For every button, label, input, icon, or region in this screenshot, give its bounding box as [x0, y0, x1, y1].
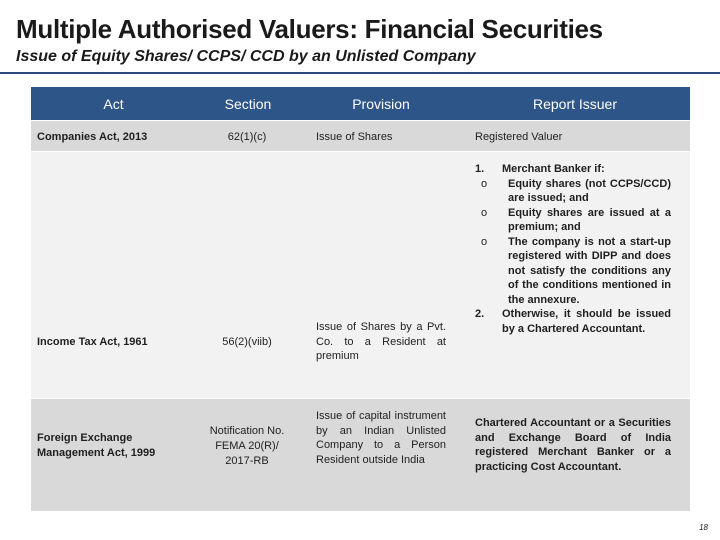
- section-cell: Notification No. FEMA 20(R)/ 2017-RB: [209, 425, 285, 467]
- header-section: Section: [224, 96, 272, 112]
- issuer-list-item: [475, 307, 671, 336]
- valuers-table: [31, 87, 690, 511]
- list-number: 1.: [475, 163, 485, 175]
- issuer-cell: Chartered Accountant or a Securities and Exchange Board of India registered Merchant Banker or a practicing Cost Accountant.: [475, 417, 671, 473]
- provision-cell: Issue of Shares: [316, 131, 393, 143]
- bullet-marker: o: [481, 206, 488, 219]
- table-row: [31, 121, 690, 152]
- sub-item-text: Equity shares (not CCPS/CCD) are issued; and: [508, 177, 671, 204]
- list-item-text: Merchant Banker if:: [502, 163, 605, 175]
- issuer-cell: [475, 162, 671, 336]
- section-cell: 62(1)(c): [227, 131, 267, 143]
- slide-title: Multiple Authorised Valuers: Financial Securities: [16, 14, 603, 44]
- act-cell: Income Tax Act, 1961: [37, 336, 148, 348]
- provision-cell: Issue of capital instrument by an Indian Unlisted Company to a Person Resident outside India: [316, 410, 446, 466]
- list-number: 2.: [475, 308, 485, 320]
- act-cell: Companies Act, 2013: [37, 131, 148, 143]
- header-provision: Provision: [352, 96, 410, 112]
- bullet-marker: o: [481, 177, 488, 190]
- act-cell: Foreign Exchange Management Act, 1999: [37, 432, 156, 459]
- section-cell: 56(2)(viib): [222, 336, 272, 348]
- sub-item-text: The company is not a start-up registered with DIPP and does not satisfy the conditions any of the conditions mentioned in the annexure.: [508, 235, 671, 306]
- issuer-sub-item: [475, 177, 671, 206]
- table-header-row: [31, 87, 690, 121]
- page-number: 18: [699, 523, 708, 532]
- list-item-text: Otherwise, it should be issued by a Chartered Accountant.: [502, 308, 671, 335]
- title-divider: [0, 72, 720, 74]
- table-row: [31, 399, 690, 511]
- slide-subtitle: Issue of Equity Shares/ CCPS/ CCD by an Unlisted Company: [16, 48, 476, 65]
- issuer-sub-item: [475, 206, 671, 235]
- header-act: Act: [103, 96, 124, 112]
- header-report-issuer: Report Issuer: [532, 96, 618, 112]
- sub-item-text: Equity shares are issued at a premium; and: [508, 206, 671, 233]
- table-row: [31, 152, 690, 399]
- issuer-cell: Registered Valuer: [475, 131, 563, 143]
- issuer-sub-item: [475, 235, 671, 308]
- bullet-marker: o: [481, 235, 488, 248]
- provision-cell: Issue of Shares by a Pvt. Co. to a Resident at premium: [316, 321, 446, 362]
- issuer-list-item: [475, 162, 671, 177]
